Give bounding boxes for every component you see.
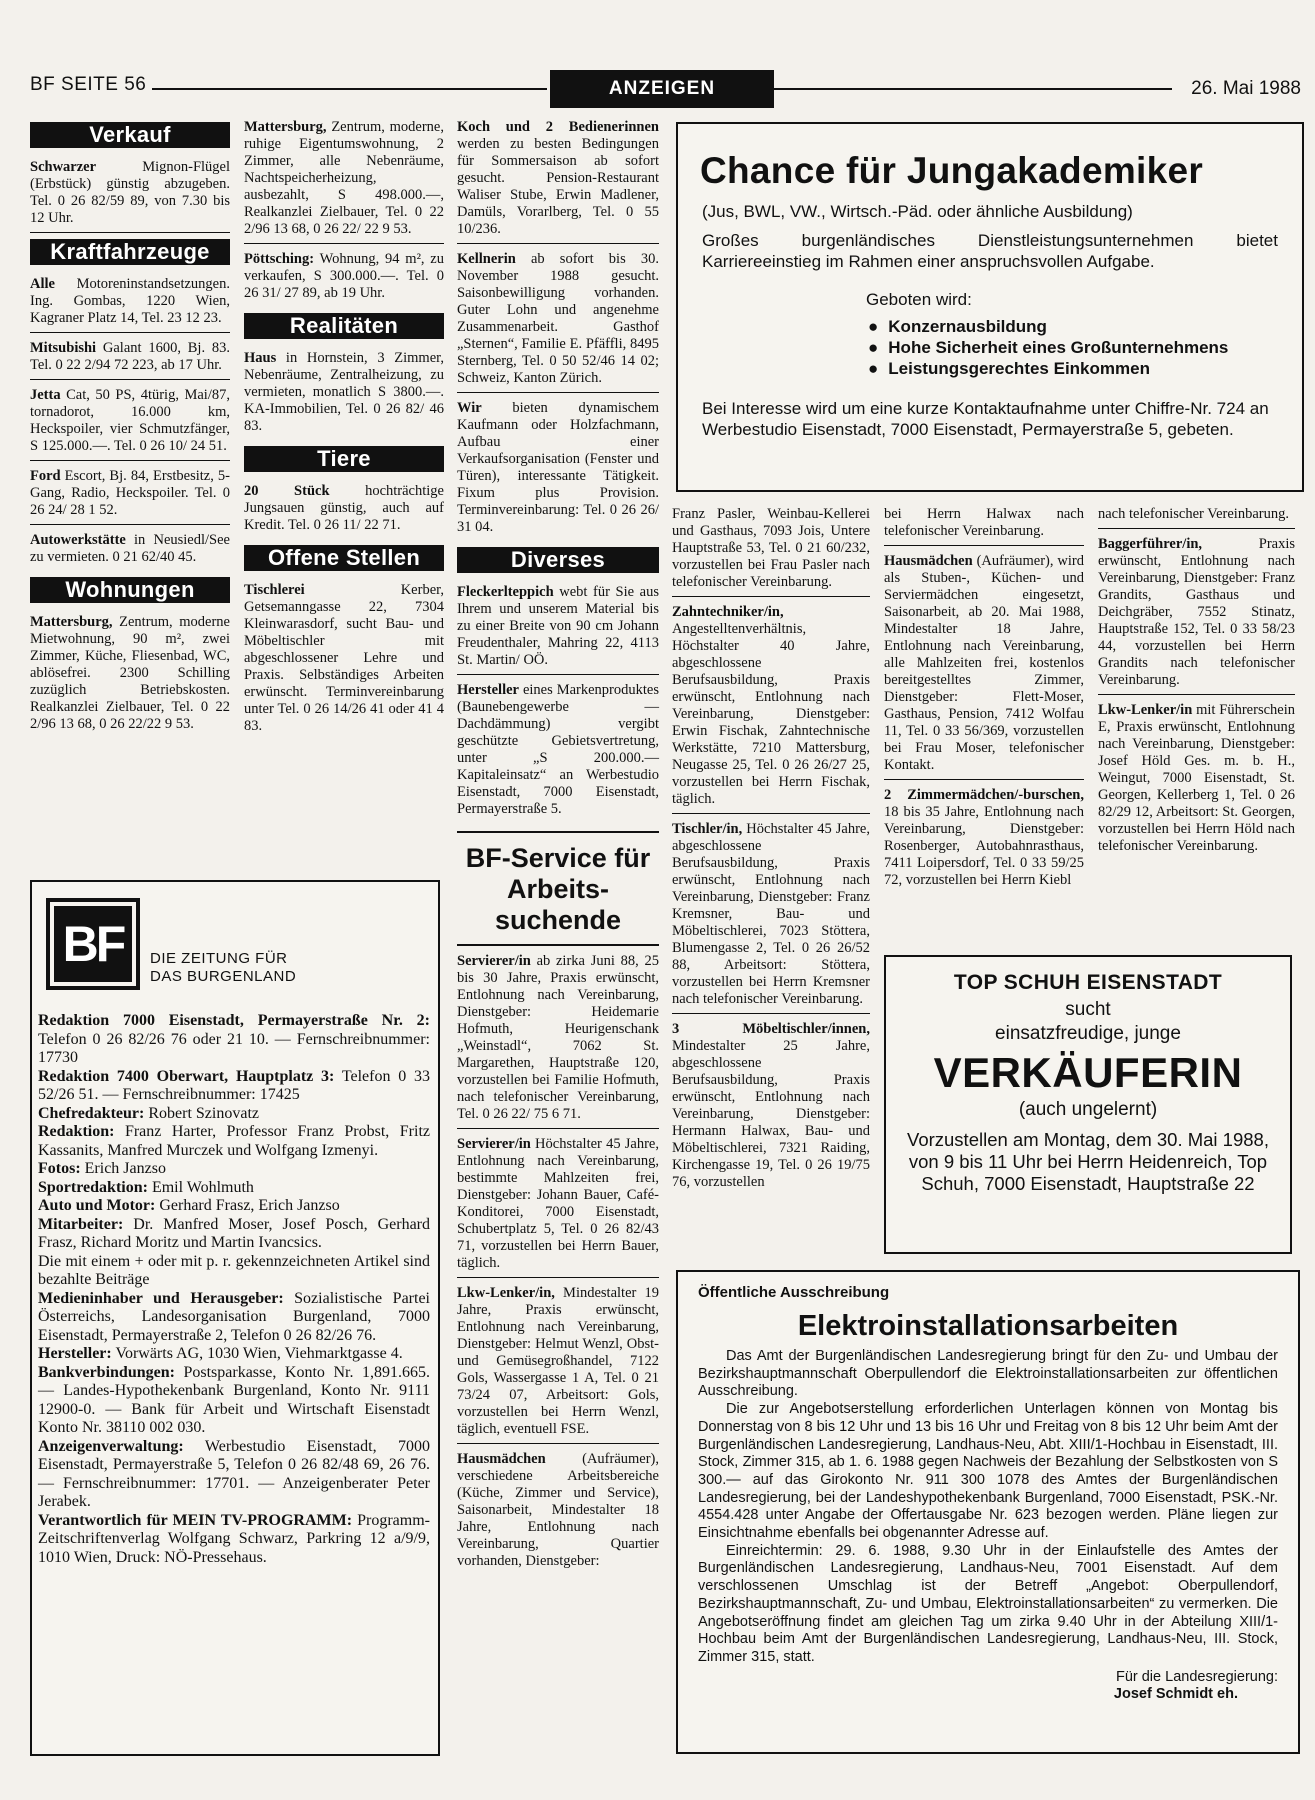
- bf-logo: BF: [46, 898, 140, 990]
- classified-ad: Kellnerin ab sofort bis 30. November 1988 gesucht. Saisonbewilligung vorhanden. Guter Lohn und angenehme Zusammenarbeit. Gasthof „Sternen“, Familie E. Pfäffli, 8495 Sternberg, Tel. 0 50 52/46 14 02; Schweiz, Kanton Zürich.: [457, 250, 659, 393]
- column-1: [30, 118, 230, 744]
- classified-ad: Fleckerlteppich webt für Sie aus Ihrem und unserem Material bis zu einer Breite von 90 cm Johann Freudenthaler, Mahring 22, 4113 St. Martin/ OÖ.: [457, 583, 659, 675]
- topschuh-line: einsatzfreudige, junge: [995, 1023, 1181, 1044]
- tender-notice-box: [676, 1270, 1300, 1754]
- benefit-item: ● Konzernausbildung: [868, 316, 1228, 337]
- job-listing: Baggerführer/in, Praxis erwünscht, Entlohnung nach Vereinbarung, Dienstgeber: Franz Grandits, Gasthaus und Deichgräber, 7552 Stinatz, Hauptstraße 152, Tel. 0 33 58/23 44, vorzustellen bei Herrn Grandits nach telefonischer Vereinbarung.: [1098, 535, 1295, 695]
- classified-ad: Koch und 2 Bedienerinnen werden zu besten Bedingungen für Sommersaison ab sofort gesucht. Pension-Restaurant Waliser Stube, Erwin Madlener, Damüls, Vorarlberg, Tel. 0 55 10/236.: [457, 118, 659, 244]
- classified-ad: Schwarzer Mignon-Flügel (Erbstück) günstig abzugeben. Tel. 0 26 82/59 89, von 7.30 bis 12 Uhr.: [30, 158, 230, 233]
- imprint-line: Die mit einem + oder mit p. r. gekennzeichneten Artikel sind bezahlte Beiträge: [38, 1252, 430, 1288]
- classified-ad: Mattersburg, Zentrum, moderne, ruhige Eigentumswohnung, 2 Zimmer, alle Nebenräume, Nachtspeicherheizung, ausbezahlt, S 498.000.—, Realkanzlei Zielbauer, Tel. 0 22 2/96 13 68, 0 26 22/ 22 9 53.: [244, 118, 444, 244]
- classified-ad: Tischlerei Kerber, Getsemanngasse 22, 7304 Kleinwarasdorf, sucht Bau- und Möbeltischler mit abgeschlossener Lehre und Praxis. Selbständiges Arbeiten erwünscht. Terminvereinbarung unter Tel. 0 26 14/26 41 oder 41 4 83.: [244, 582, 444, 734]
- bf-tagline: DIE ZEITUNG FÜR DAS BURGENLAND: [150, 950, 297, 985]
- topschuh-line: (auch ungelernt): [1018, 1099, 1158, 1120]
- tender-signature-name: Josef Schmidt eh.: [1113, 1686, 1238, 1703]
- imprint-line: Verantwortlich für MEIN TV-PROGRAMM: Programm-Zeitschriftenverlag Wolfgang Schwarz, Parkring 12 a/9/9, 1010 Wien, Druck: NÖ-Pressehaus.: [38, 1511, 431, 1566]
- classified-ad: Mattersburg, Zentrum, moderne Mietwohnung, 90 m², zwei Zimmer, Küche, Fliesenbad, WC, ablösefrei. 2300 Schilling zuzüglich Betriebskosten. Realkanzlei Zielbauer, Tel. 0 22 2/96 13 68, 0 26 22/22 9 53.: [30, 614, 230, 732]
- job-listing: nach telefonischer Vereinbarung.: [1098, 505, 1295, 529]
- service-heading: BF-Service für Arbeits-suchende: [457, 831, 659, 946]
- imprint-line: Chefredakteur: Robert Szinovatz: [38, 1104, 259, 1122]
- job-listing: Zahntechniker/in, Angestelltenverhältnis, Höchstalter 40 Jahre, abgeschlossene Berufsausbildung, Praxis erwünscht, Entlohnung nach Vereinbarung, Dienstgeber: Erwin Fischak, Zahntechnische Werkstätte, 7210 Mattersburg, Neugasse 25, Tel. 0 26 26/27 25, vorzustellen bei Herrn Fischak, täglich.: [672, 603, 870, 814]
- imprint-line: Medieninhaber und Herausgeber: Sozialistische Partei Österreichs, Landesorganisation Burgenland, 7000 Eisenstadt, Permayerstraße 2, Telefon 0 26 82/26 76.: [38, 1289, 430, 1344]
- classified-ad: Wir bieten dynamischem Kaufmann oder Holzfachmann, Aufbau einer Verkaufsorganisation (Fenster und Türen), interessante Tätigkeit. Fixum plus Provision. Terminvereinbarung: Tel. 0 26 26/ 31 04.: [457, 400, 659, 535]
- job-listing: Lkw-Lenker/in mit Führerschein E, Praxis erwünscht, Entlohnung nach Vereinbarung, Dienstgeber: Josef Höld Ges. m. b. H., Weingut, 7000 Eisenstadt, St. Georgen, Kellerberg 1, Tel. 0 26 82/29 12, Arbeitsort: St. Georgen, vorzustellen bei Herrn Höld nach telefonischer Vereinbarung.: [1098, 702, 1295, 854]
- column-5: [884, 505, 1084, 900]
- benefit-item: ● Hohe Sicherheit eines Großunternehmens: [868, 337, 1228, 358]
- page-number: BF SEITE 56: [30, 74, 147, 95]
- topschuh-ad-box: [884, 955, 1292, 1254]
- job-listing: Hausmädchen (Aufräumer), wird als Stuben-, Küchen- und Serviermädchen eingesetzt, Saisonarbeit, ab 20. Mai 1988, Mindestalter 18 Jahre, Entlohnung nach Vereinbarung, alle Mahlzeiten frei, kostenlos bereitgestelltes Zimmer, Dienstgeber: Flett-Moser, Gasthaus, Pension, 7412 Wolfau 11, Tel. 0 33 56/369, vorzustellen bei Frau Moser, telefonischer Kontakt.: [884, 552, 1084, 780]
- imprint-line: Hersteller: Vorwärts AG, 1030 Wien, Viehmarktgasse 4.: [38, 1345, 403, 1362]
- job-listing: Servierer/in Höchstalter 45 Jahre, Entlohnung nach Vereinbarung, bestimmte Mahlzeiten frei, Dienstgeber: Johann Bauer, Café-Konditorei, 7000 Eisenstadt, Schubertplatz 5, Tel. 0 26 82/43 71, vorzustellen bei Herrn Bauer, täglich.: [457, 1135, 659, 1278]
- imprint-line: Redaktion 7400 Oberwart, Hauptplatz 3: Telefon 0 33 52/26 51. — Fernschreibnummer: 17425: [38, 1067, 431, 1103]
- imprint-line: Redaktion: Franz Harter, Professor Franz Probst, Fritz Kassanits, Manfred Murczek und Wolfgang Izmenyi.: [38, 1123, 430, 1159]
- classified-ad: Hersteller eines Markenproduktes (Baunebengewerbe — Dachdämmung) vergibt geschützte Gebietsvertretung, unter „S 200.000.— Kapitaleinsatz“ an Werbestudio Eisenstadt, 7000 Eisenstadt, Permayerstraße 5.: [457, 682, 659, 817]
- classified-ad: Jetta Cat, 50 PS, 4türig, Mai/87, tornadorot, 16.000 km, Heckspoiler, vier Schmutzfänger, S 125.000.—. Tel. 0 26 10/ 24 51.: [30, 386, 230, 461]
- topschuh-details: Vorzustellen am Montag, dem 30. Mai 1988, von 9 bis 11 Uhr bei Herrn Heidenreich, Top Schuh, 7000 Eisenstadt, Hauptstraße 22: [907, 1129, 1269, 1194]
- category-tiere: Tiere: [244, 446, 444, 472]
- classified-ad: Haus in Hornstein, 3 Zimmer, Nebenräume, Zentralheizung, zu vermieten, monatlich S 3800.—. KA-Immobilien, Tel. 0 26 82/ 46 83.: [244, 350, 444, 434]
- tender-title: Elektroinstallationsarbeiten: [797, 1310, 1179, 1342]
- topschuh-title: TOP SCHUH EISENSTADT: [953, 971, 1223, 994]
- topschuh-line: sucht: [1065, 999, 1111, 1020]
- category-verkauf: Verkauf: [30, 122, 230, 148]
- column-6: [1098, 505, 1295, 866]
- tender-kicker: Öffentliche Ausschreibung: [698, 1284, 890, 1301]
- chance-subtitle: (Jus, BWL, VW., Wirtsch.-Päd. oder ähnliche Ausbildung): [702, 202, 1133, 221]
- tender-paragraph: Die zur Angebotserstellung erforderlichen Unterlagen können von Montag bis Donnerstag von 8 bis 12 Uhr und 13 bis 16 Uhr und Freitag von 8 bis 12 Uhr beim Amt der Burgenländischen Landesregierung, Landhaus-Neu, Abt. XIII/1-Hochbau in Eisenstadt, III. Stock, Zimmer 315, ab 1. 6. 1988 gegen Nachweis der Bezahlung der Selbstkosten von S 300.— auf das Girokonto Nr. 911 300 1078 des Amtes der Burgenländischen Landesregierung, bei der Landeshypothekenbank Burgenland, 7000 Eisenstadt, PSK.-Nr. 4554.428 unter Angabe der Offertausgabe Nr. 623 bezogen werden. Pläne liegen zur Einsichtnahme ebenfalls bei obgenannter Adresse auf.: [698, 1401, 1278, 1542]
- chance-benefits-list: [868, 316, 1228, 379]
- tender-paragraph: Einreichtermin: 29. 6. 1988, 9.30 Uhr in der Einlaufstelle des Amtes der Burgenländischen Landesregierung, Landhaus-Neu, 7001 Eisenstadt. Auf dem verschlossenen Umschlag ist der Betreff „Angebot: Oberpullendorf, Bezirkshauptmannschaft, Zu- und Umbau, Elektroinstallationsarbeiten“ zu vermerken. Die Angebotseröffnung findet am gleichen Tag um zirka 9.40 Uhr in der Abteilung XIII/1-Hochbau beim Amt der Burgenländischen Landesregierung, Landhaus-Neu, III. Stock, Zimmer 315, statt.: [698, 1542, 1278, 1665]
- category-realitaeten: Realitäten: [244, 313, 444, 339]
- category-kraftfahrzeuge: Kraftfahrzeuge: [30, 239, 230, 265]
- tender-body: [698, 1348, 1278, 1704]
- column-4: [672, 505, 870, 1202]
- job-listing: bei Herrn Halwax nach telefonischer Vereinbarung.: [884, 505, 1084, 546]
- header-rule-right: [772, 88, 1172, 90]
- job-listing: Servierer/in ab zirka Juni 88, 25 bis 30 Jahre, Praxis erwünscht, Entlohnung nach Vereinbarung, Dienstgeber: Heidemarie Hofmuth, Heurigenschank „Weinstadl“, 7062 St. Margarethen, Hauptstraße 120, vorzustellen bei Familie Hofmuth, nach telefonischer Vereinbarung, Tel. 0 26 22/ 75 6 71.: [457, 952, 659, 1129]
- chance-title: Chance für Jungakademiker: [700, 150, 1204, 191]
- classified-ad: Ford Escort, Bj. 84, Erstbesitz, 5-Gang, Radio, Heckspoiler. Tel. 0 26 24/ 28 1 52.: [30, 467, 230, 525]
- imprint-line: Sportredaktion: Emil Wohlmuth: [38, 1178, 254, 1196]
- imprint-line: Bankverbindungen: Postsparkasse, Konto Nr. 1,891.665. — Landes-Hypothekenbank Burgenland, Konto Nr. 9111 12900-0. — Bank für Arbeit und Wirtschaft Eisenstadt Konto Nr. 38110 002 030.: [38, 1363, 430, 1436]
- category-offene-stellen: Offene Stellen: [244, 545, 444, 571]
- job-listing: 2 Zimmermädchen/-burschen, 18 bis 35 Jahre, Entlohnung nach Vereinbarung, Dienstgeber: Rosenberger, Autobahnrasthaus, 7411 Loipersdorf, Tel. 0 33 59/25 72, vorzustellen bei Herrn Kiebl: [884, 787, 1084, 888]
- section-title: ANZEIGEN: [550, 70, 774, 108]
- classified-ad: Pöttsching: Wohnung, 94 m², zu verkaufen, S 300.000.—. Tel. 0 26 31/ 27 89, ab 19 Uhr.: [244, 251, 444, 301]
- imprint-line: Auto und Motor: Gerhard Frasz, Erich Janzso: [38, 1197, 340, 1214]
- issue-date: 26. Mai 1988: [1191, 78, 1301, 99]
- category-wohnungen: Wohnungen: [30, 577, 230, 603]
- chance-intro: Großes burgenländisches Dienstleistungsunternehmen bietet Karriereeinstieg im Rahmen einer anspruchsvollen Aufgabe.: [702, 231, 1278, 271]
- column-3: [457, 118, 659, 1581]
- imprint-text: [38, 1012, 430, 1567]
- imprint-box: [30, 880, 440, 1756]
- category-diverses: Diverses: [457, 547, 659, 573]
- chance-offered-label: Geboten wird:: [866, 290, 972, 309]
- classified-ad: 20 Stück hochträchtige Jungsauen günstig, auch auf Kredit. Tel. 0 26 11/ 22 71.: [244, 483, 444, 533]
- imprint-line: Anzeigenverwaltung: Werbestudio Eisenstadt, 7000 Eisenstadt, Permayerstraße 5, Telefon 0 26 82/48 69, 26 76. — Fernschreibnummer: 17701. — Anzeigenberater Peter Jerabek.: [38, 1437, 430, 1510]
- tender-signature-label: Für die Landesregierung:: [1115, 1668, 1278, 1685]
- job-listing: Franz Pasler, Weinbau-Kellerei und Gasthaus, 7093 Jois, Untere Hauptstraße 53, Tel. 0 21 60/232, vorzustellen bei Frau Pasler nach telefonischer Vereinbarung.: [672, 505, 870, 597]
- header-rule-left: [152, 88, 547, 90]
- topschuh-headline: VERKÄUFERIN: [933, 1049, 1243, 1096]
- classified-ad: Autowerkstätte in Neusiedl/See zu vermieten. 0 21 62/40 45.: [30, 532, 230, 565]
- imprint-line: Redaktion 7000 Eisenstadt, Permayerstraße Nr. 2: Telefon 0 26 82/26 76 oder 21 10. — Fernschreibnummer: 17730: [38, 1012, 430, 1066]
- job-listing: Lkw-Lenker/in, Mindestalter 19 Jahre, Praxis erwünscht, Entlohnung nach Vereinbarung, Dienstgeber: Helmut Wenzl, Obst- und Gemüsegroßhandel, 7122 Gols, Wassergasse 1 A, Tel. 0 21 73/24 07, Arbeitsort: Gols, vorzustellen bei Herrn Wenzl, täglich, eventuell FSE.: [457, 1284, 659, 1444]
- classified-ad: Alle Motoreninstandsetzungen. Ing. Gombas, 1220 Wien, Kagraner Platz 14, Tel. 23 12 23.: [30, 275, 230, 333]
- chance-contact: Bei Interesse wird um eine kurze Kontaktaufnahme unter Chiffre-Nr. 724 an Werbestudio Eisenstadt, 7000 Eisenstadt, Permayerstraße 5, gebeten.: [702, 399, 1269, 439]
- job-listing: Hausmädchen (Aufräumer), verschiedene Arbeitsbereiche (Küche, Zimmer und Service), Saisonarbeit, Mindestalter 18 Jahre, Entlohnung nach Vereinbarung, Quartier vorhanden, Dienstgeber:: [457, 1451, 659, 1569]
- tender-paragraph: Das Amt der Burgenländischen Landesregierung bringt für den Zu- und Umbau der Bezirkshauptmannschaft Oberpullendorf die Elektroinstallationsarbeiten zur öffentlichen Ausschreibung.: [698, 1348, 1278, 1400]
- job-listing: 3 Möbeltischler/innen, Mindestalter 25 Jahre, abgeschlossene Berufsausbildung, Praxis erwünscht, Entlohnung nach Vereinbarung, Dienstgeber: Hermann Halwax, Bau- und Möbeltischlerei, 7321 Raiding, Kirchengasse 19, Tel. 0 26 19/75 76, vorzustellen: [672, 1021, 870, 1190]
- benefit-item: ● Leistungsgerechtes Einkommen: [868, 358, 1228, 379]
- chance-ad-box: [676, 122, 1304, 492]
- classified-ad: Mitsubishi Galant 1600, Bj. 83. Tel. 0 22 2/94 72 223, ab 17 Uhr.: [30, 339, 230, 380]
- job-listing: Tischler/in, Höchstalter 45 Jahre, abgeschlossene Berufsausbildung, Praxis erwünscht, Entlohnung nach Vereinbarung, Dienstgeber: Franz Kremsner, Bau- und Möbeltischlerei, 7023 Stöttera, Blumengasse 2, Tel. 0 26 26/52 88, Arbeitsort: Stöttera, vorzustellen bei Herrn Kremsner nach telefonischer Vereinbarung.: [672, 820, 870, 1014]
- column-2: [244, 118, 444, 746]
- imprint-line: Mitarbeiter: Dr. Manfred Moser, Josef Posch, Gerhard Frasz, Richard Moritz und Martin Ivancsics.: [38, 1215, 430, 1251]
- imprint-line: Fotos: Erich Janzso: [38, 1160, 166, 1177]
